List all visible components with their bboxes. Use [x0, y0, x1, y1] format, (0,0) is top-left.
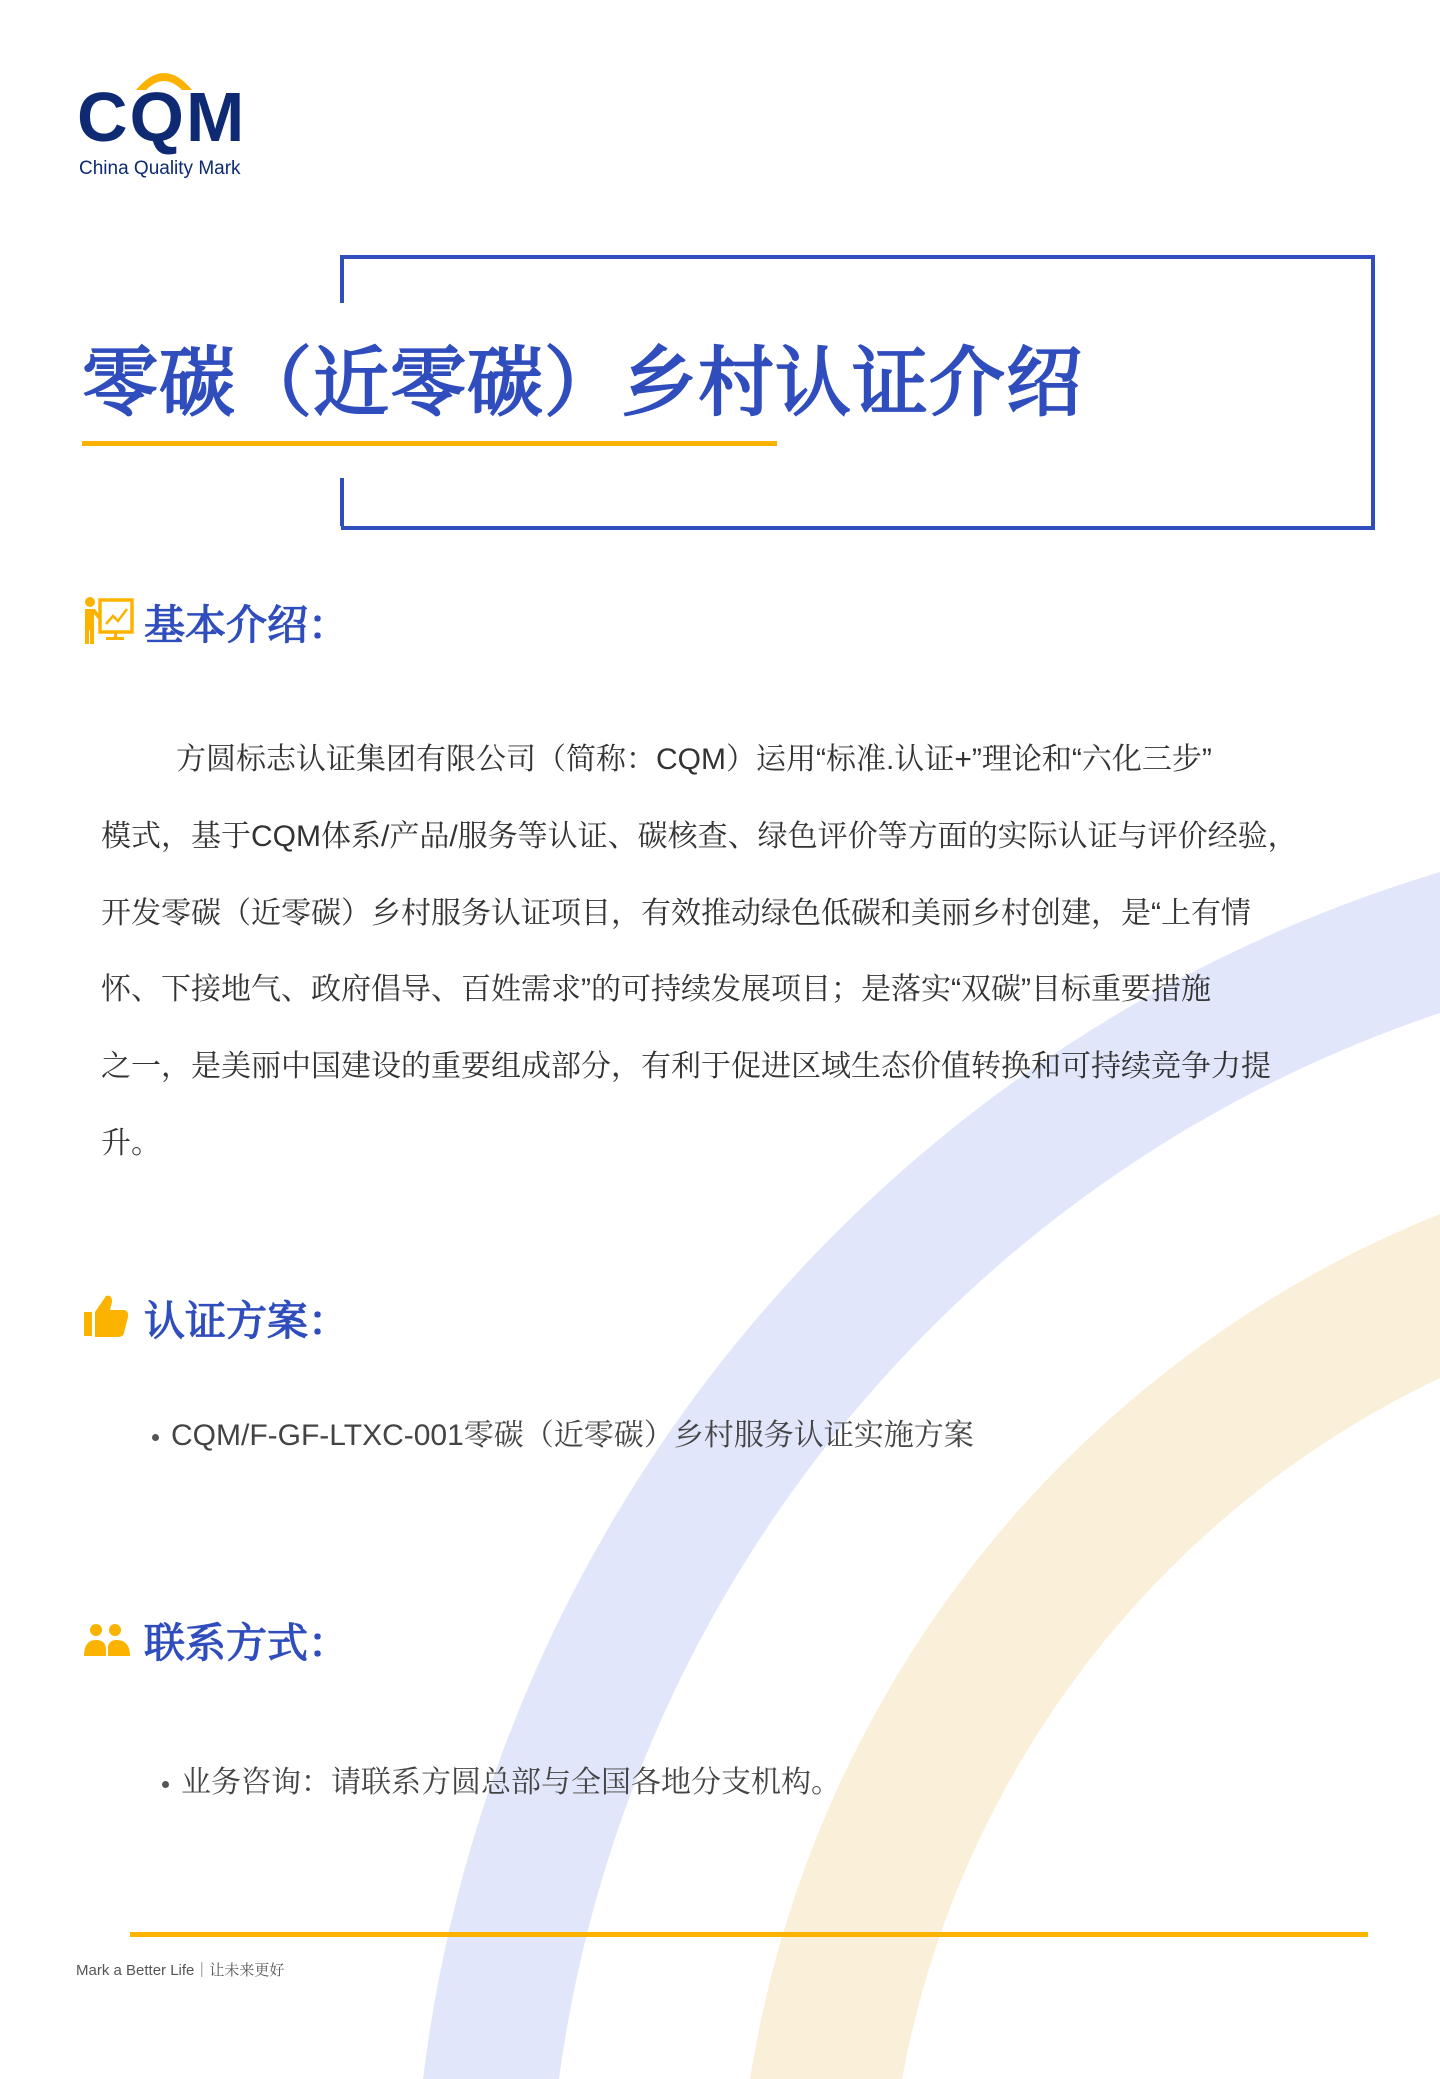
people-icon: [82, 1614, 134, 1666]
section-title: 基本介绍：: [144, 602, 349, 648]
presentation-icon: [82, 596, 134, 648]
title-underline: [82, 441, 777, 446]
section-heading-scheme: [82, 1288, 349, 1347]
title-frame-left-bottom: [340, 478, 344, 526]
paragraph-line: 模式，基于CQM体系/产品/服务等认证、碳核查、绿色评价等方面的实际认证与评价经验，: [101, 819, 1298, 853]
list-item: [152, 1410, 974, 1454]
scheme-document: CQM/F-GF-LTXC-001零碳（近零碳）乡村服务认证实施方案: [171, 1419, 974, 1452]
page-title: 零碳（近零碳）乡村认证介绍: [82, 341, 1083, 426]
paragraph-line: 方圆标志认证集团有限公司（简称：CQM）运用“标准.认证+”理论和“六化三步”: [176, 743, 1212, 776]
logo-subtitle: China Quality Mark: [79, 158, 241, 179]
bullet-icon: [152, 1434, 159, 1441]
thumbs-up-icon: [82, 1292, 134, 1344]
section-title: 联系方式：: [144, 1620, 349, 1666]
intro-paragraph: [101, 722, 1298, 1183]
cqm-logo: [77, 62, 277, 182]
section-heading-contact: [82, 1610, 349, 1669]
footer-divider: [130, 1932, 1368, 1937]
paragraph-line: 开发零碳（近零碳）乡村服务认证项目，有效推动绿色低碳和美丽乡村创建，是“上有情: [101, 896, 1251, 930]
title-frame-left-top: [340, 255, 344, 303]
bullet-icon: [162, 1781, 169, 1788]
paragraph-line: 升。: [101, 1126, 161, 1160]
section-heading-intro: [82, 592, 349, 651]
footer-slogan: Mark a Better Life｜让未来更好: [76, 1962, 285, 1979]
list-item: [162, 1757, 841, 1801]
paragraph-line: 之一，是美丽中国建设的重要组成部分，有利于促进区域生态价值转换和可持续竞争力提: [101, 1050, 1271, 1084]
paragraph-line: 怀、下接地气、政府倡导、百姓需求”的可持续发展项目；是落实“双碳”目标重要措施: [101, 973, 1211, 1007]
section-title: 认证方案：: [144, 1298, 349, 1344]
contact-info: 业务咨询：请联系方圆总部与全国各地分支机构。: [181, 1766, 841, 1799]
logo-mark: CQM: [77, 78, 247, 156]
